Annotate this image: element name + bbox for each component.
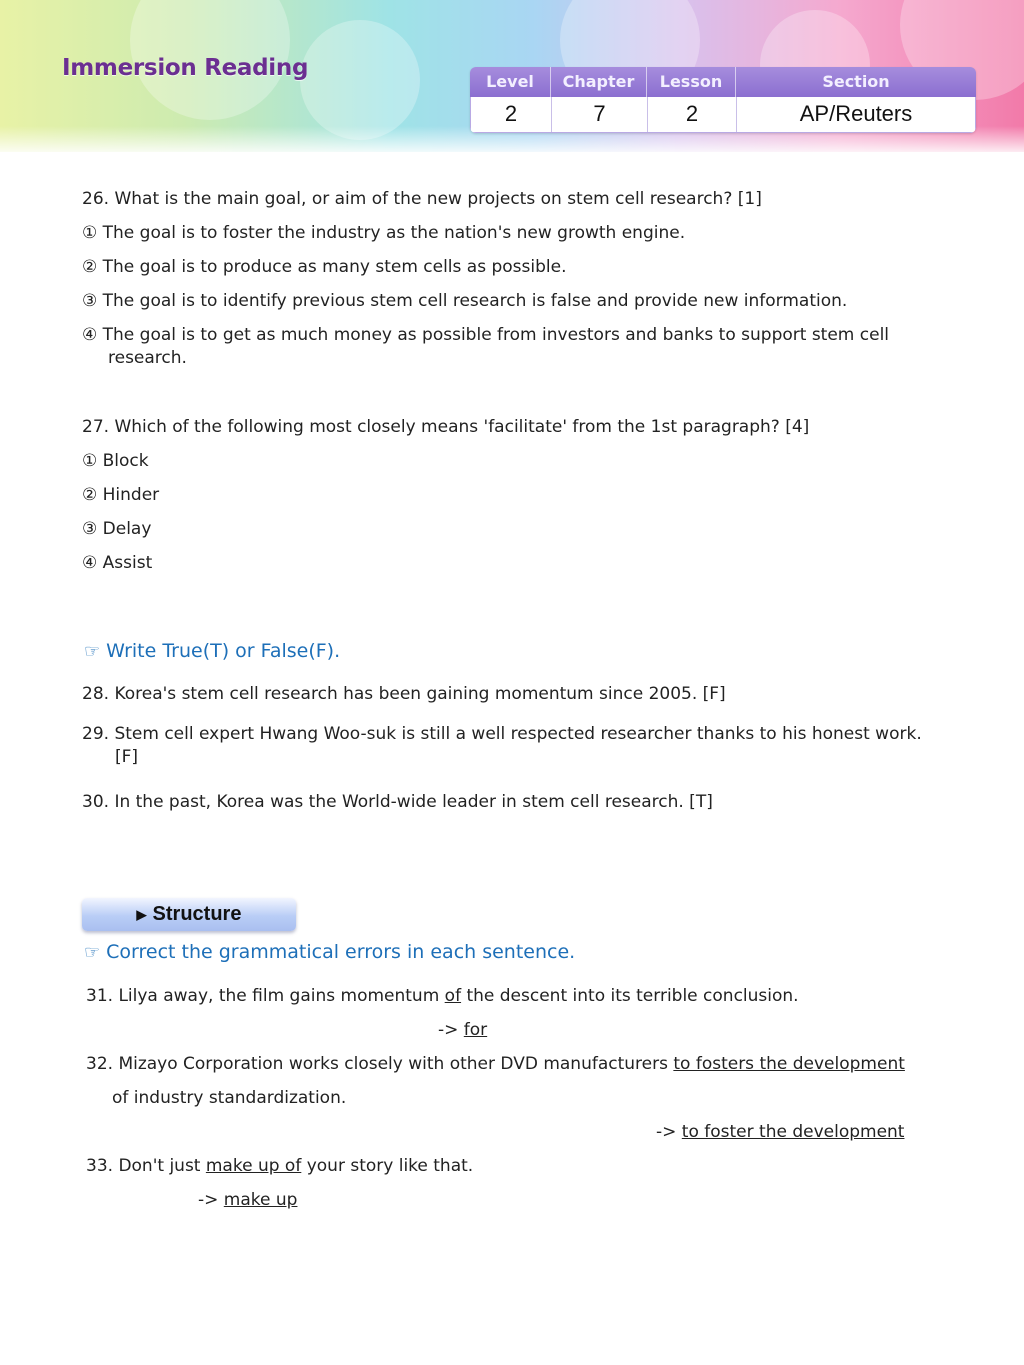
header-banner <box>0 0 1024 152</box>
q33-text-after: your story like that. <box>301 1156 474 1176</box>
q33-correction <box>198 1189 297 1212</box>
q32-correction <box>656 1121 904 1144</box>
lesson-info-header-row <box>470 67 976 97</box>
q32-arrow: -> <box>656 1122 682 1142</box>
q26-option-4-continued: research. <box>108 348 187 368</box>
question-29-continued: [F] <box>115 747 139 767</box>
chapter-value: 7 <box>552 97 648 132</box>
q26-option-3: ③ The goal is to identify previous stem cell research is false and provide new information. <box>82 291 848 311</box>
q26-option-2: ② The goal is to produce as many stem cells as possible. <box>82 257 567 277</box>
lesson-value: 2 <box>648 97 737 132</box>
q31-text-after: the descent into its terrible conclusion. <box>461 986 799 1006</box>
question-32 <box>86 1053 905 1076</box>
q32-answer: to foster the development <box>681 1122 905 1142</box>
q31-error: of <box>444 986 462 1006</box>
question-32-continued: of industry standardization. <box>112 1088 347 1108</box>
pointing-hand-icon: ☞ <box>84 942 101 963</box>
question-30: 30. In the past, Korea was the World-wide leader in stem cell research. [T] <box>82 792 713 812</box>
pointing-hand-icon: ☞ <box>84 641 101 662</box>
lesson-info-table <box>470 67 976 133</box>
q26-option-1: ① The goal is to foster the industry as the nation's new growth engine. <box>82 223 686 243</box>
level-header: Level <box>470 67 551 97</box>
lesson-info-value-row <box>470 97 976 133</box>
question-26: 26. What is the main goal, or aim of the new projects on stem cell research? [1] <box>82 189 762 209</box>
question-31 <box>86 985 799 1008</box>
lesson-header: Lesson <box>647 67 736 97</box>
q27-option-2: ② Hinder <box>82 485 160 505</box>
section-header: Section <box>822 72 890 91</box>
q31-correction <box>438 1019 487 1042</box>
q32-text-before: 32. Mizayo Corporation works closely with other DVD manufacturers <box>86 1054 674 1074</box>
q33-answer: make up <box>223 1190 298 1210</box>
structure-section-button[interactable] <box>82 898 296 931</box>
structure-button-label: Structure <box>152 903 242 925</box>
brand-title: Immersion Reading <box>62 55 309 81</box>
triangle-right-icon: ▶ <box>136 906 147 922</box>
q31-text-before: 31. Lilya away, the film gains momentum <box>86 986 445 1006</box>
true-false-instruction-text: Write True(T) or False(F). <box>106 640 341 662</box>
q27-option-4: ④ Assist <box>82 553 153 573</box>
q31-answer: for <box>463 1020 488 1040</box>
q33-arrow: -> <box>198 1190 224 1210</box>
decorative-bubble <box>300 20 420 140</box>
question-28: 28. Korea's stem cell research has been gaining momentum since 2005. [F] <box>82 684 726 704</box>
grammar-instruction-text: Correct the grammatical errors in each sentence. <box>106 941 576 963</box>
q26-option-4: ④ The goal is to get as much money as possible from investors and banks to support stem cell <box>82 325 890 345</box>
q33-text-before: 33. Don't just <box>86 1156 206 1176</box>
level-value: 2 <box>471 97 552 132</box>
true-false-instruction <box>84 640 340 663</box>
section-value: AP/Reuters <box>799 101 913 126</box>
grammar-instruction <box>84 941 575 964</box>
q33-error: make up of <box>205 1156 302 1176</box>
question-27: 27. Which of the following most closely means 'facilitate' from the 1st paragraph? [4] <box>82 417 810 437</box>
question-33 <box>86 1155 473 1178</box>
q27-option-1: ① Block <box>82 451 149 471</box>
question-29: 29. Stem cell expert Hwang Woo-suk is still a well respected researcher thanks to his honest work. <box>82 724 922 744</box>
chapter-header: Chapter <box>551 67 647 97</box>
q32-error: to fosters the development <box>673 1054 905 1074</box>
q27-option-3: ③ Delay <box>82 519 152 539</box>
q31-arrow: -> <box>438 1020 464 1040</box>
